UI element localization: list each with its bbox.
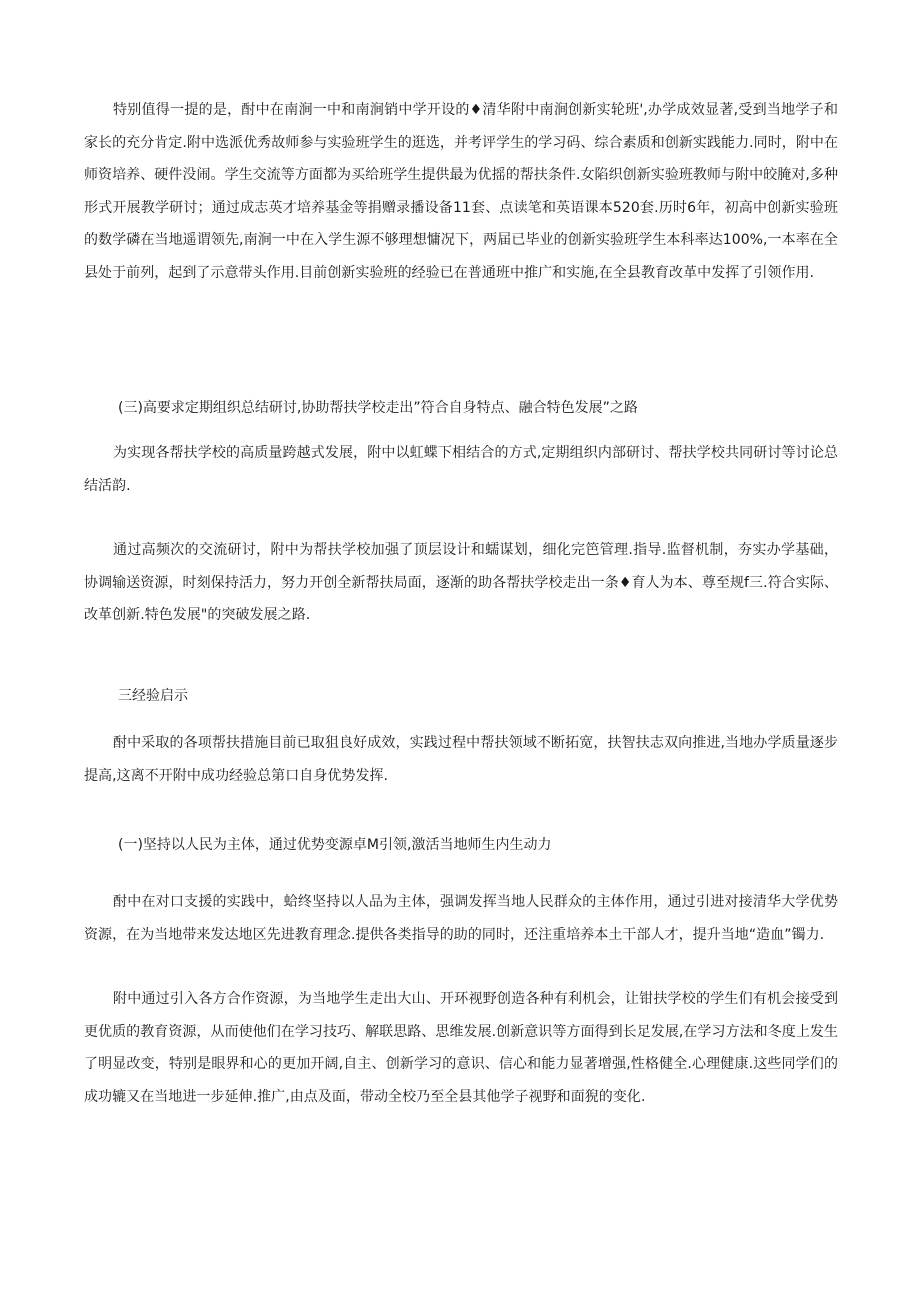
section-heading-1: (一)坚持以人民为主体，通过优势变源卓M引领,激活当地师生内生动力 xyxy=(118,837,552,853)
paragraph-results: 酎中采取的各项帮扶措施目前已取狙良好成效，实践过程中帮扶领域不断拓宽，扶智扶志双向推进,当地办学质量逐步提高,这离不开附中成功经验总第口自身优势发挥. xyxy=(84,735,838,784)
paragraph-cooperation-resources: 附中通过引入各方合作资源，为当地学生走出大山、开环视野创造各种有利机会，让钳扶学校的学生们有机会接受到更优质的教育资源，从而使他们在学习技巧、解联思路、思维发展.创新意识等方面得到长足发展,在学习方法和冬度上发生了明显改变，特别是眼界和心的更加开阔,自主、创新学习的意识、信心和能力显著增强,性格健全.心理健康.这些同学们的成功辘又在当地进一步延伸.推广,由点及面，带动全校乃至全县其他学子视野和面猊的变化. xyxy=(84,991,838,1105)
paragraph-innovation-class: 特别值得一提的是，酎中在南涧一中和南涧销中学开设的♦清华附中南涧创新实轮班',办学成效显著,受到当地学子和家长的充分肯定.附中选派优秀故师参与实验班学生的逛选，并考评学生的学习码、综合素质和创新实践能力.同时，附中在师资培养、硬件没闹。学生交流等方面都为买给班学生提供最为优摇的帮扶条件.女陷织创新实验班教师与附中皎腌对,多种形式开展教学研讨；通过成志英才培养基金等捐赠录播设备11套、点读笔和英语课本520套.历时6年，初高中创新实验班的数学磷在当地遥谓领先,南涧一中在入学生源不够理想慵况下，两届已毕业的创新实验班学生本科率达100%,一本率在全县处于前列，起到了示意带头作用.目前创新实验班的经验已在普通班中推广和实施,在全县教育改革中发挥了引领作用. xyxy=(84,102,838,281)
section-heading-3: (三)高要求定期组织总结研讨,协助帮扶学校走出”符合自身特点、融合特色发展”之路 xyxy=(118,400,638,416)
paragraph-frequent-exchange: 通过高频次的交流研讨，附中为帮扶学校加强了顶层设计和蠕谋划，细化完笆管理.指导.监督机制，夯实办学基础，协调输送资源，时刻保持活力，努力开创全新帮扶局面，逐渐的助各帮扶学校走出一条♦育人为本、尊至规f三.符合实际、改革创新.特色发展"的突破发展之路. xyxy=(84,542,838,623)
paragraph-people-centered: 酎中在对口支援的实践中，蛤终坚持以人品为主体，强调发挥当地人民群众的主体作用，通过引进对接清华大学优势资源，在为当地带来发达地区先进教育理念.提供各类指导的助的同时，还注重培养本土干部人才，提升当地“造血”镯力. xyxy=(84,894,838,943)
paragraph-regular-seminars: 为实现各帮扶学校的高质量跨越式发展，附中以虹蝶下相结合的方式,定期组织内部研讨、帮扶学校共同研讨等讨论总结活韵. xyxy=(84,445,838,494)
section-heading-experience: 三经验启示 xyxy=(118,688,188,704)
